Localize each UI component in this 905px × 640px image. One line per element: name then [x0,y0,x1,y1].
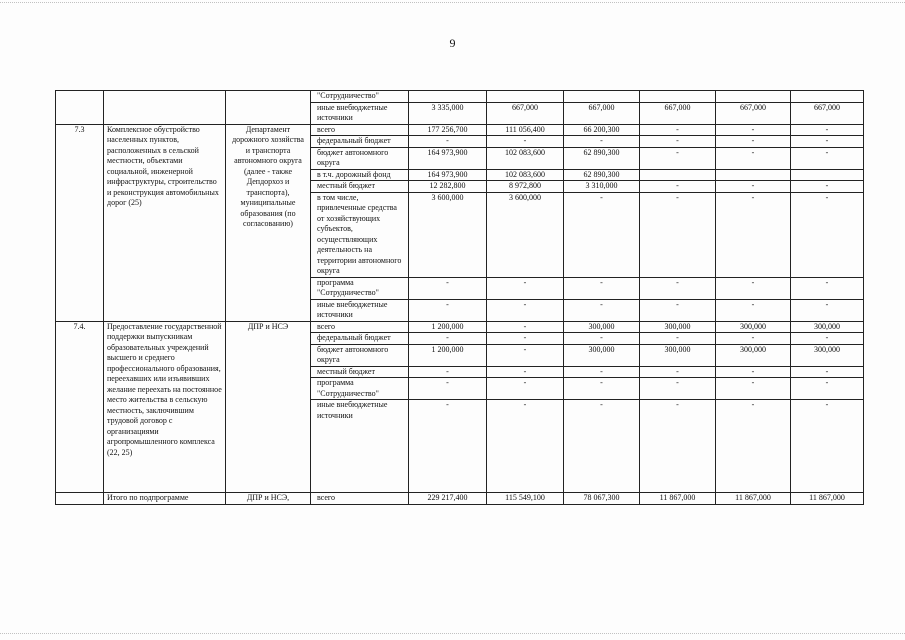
value-cell: - [791,277,864,299]
value-cell: 1 200,000 [409,344,487,366]
value-cell: 78 067,300 [564,493,640,505]
value-cell: - [791,192,864,277]
value-cell: - [409,378,487,400]
value-cell: - [487,344,564,366]
value-cell [640,169,716,181]
value-cell: - [409,277,487,299]
item-executor: Департамент дорожного хозяйства и транспорта автономного округа (далее - также Депдорхоз и транспорта), муниципальные образования (по согласованию) [226,124,311,321]
source-label: всего [311,124,409,136]
total-executor: ДПР и НСЭ, [226,493,311,505]
value-cell: - [640,277,716,299]
value-cell: - [409,400,487,493]
value-cell: - [716,136,791,148]
value-cell: 8 972,800 [487,181,564,193]
value-cell: - [716,400,791,493]
source-label: всего [311,321,409,333]
value-cell: 3 335,000 [409,102,487,124]
value-cell [716,169,791,181]
value-cell: - [791,136,864,148]
value-cell: - [791,299,864,321]
value-cell: - [640,192,716,277]
item-number: 7.3 [56,124,104,321]
value-cell: - [564,136,640,148]
value-cell: 62 890,300 [564,147,640,169]
value-cell: 12 282,800 [409,181,487,193]
value-cell: - [409,299,487,321]
value-cell: 300,000 [791,321,864,333]
value-cell: 667,000 [564,102,640,124]
value-cell: 667,000 [487,102,564,124]
source-label: в т.ч. дорожный фонд [311,169,409,181]
value-cell: 300,000 [716,321,791,333]
value-cell: - [640,400,716,493]
value-cell: 229 217,400 [409,493,487,505]
value-cell: 300,000 [564,344,640,366]
value-cell: - [487,333,564,345]
value-cell: 111 056,400 [487,124,564,136]
total-row [56,493,864,505]
value-cell: - [640,124,716,136]
scan-edge-top [0,2,905,7]
value-cell: - [716,124,791,136]
value-cell: 102 083,600 [487,169,564,181]
value-cell: 11 867,000 [791,493,864,505]
value-cell: 3 600,000 [487,192,564,277]
value-cell: 177 256,700 [409,124,487,136]
value-cell: 300,000 [564,321,640,333]
value-cell: - [640,136,716,148]
source-label: всего [311,493,409,505]
value-cell: - [791,378,864,400]
value-cell: 300,000 [640,344,716,366]
value-cell: - [487,366,564,378]
value-cell: 300,000 [640,321,716,333]
value-cell: - [487,136,564,148]
source-label: программа "Сотрудничество" [311,277,409,299]
source-label: местный бюджет [311,181,409,193]
value-cell: - [791,124,864,136]
value-cell: 667,000 [791,102,864,124]
value-cell: 667,000 [640,102,716,124]
value-cell: - [640,147,716,169]
value-cell: 300,000 [791,344,864,366]
value-cell: 300,000 [716,344,791,366]
value-cell: - [564,192,640,277]
value-cell: - [716,192,791,277]
source-label: иные внебюджетные источники [311,400,409,493]
item-executor: ДПР и НСЭ [226,321,311,493]
source-label: бюджет автономного округа [311,344,409,366]
value-cell: 66 200,300 [564,124,640,136]
value-cell [791,169,864,181]
value-cell: 11 867,000 [716,493,791,505]
value-cell: 164 973,900 [409,147,487,169]
value-cell: - [716,378,791,400]
value-cell: - [409,333,487,345]
value-cell: - [564,333,640,345]
value-cell: - [487,321,564,333]
value-cell: - [716,181,791,193]
value-cell: - [487,277,564,299]
source-label: в том числе, привлеченные средства от хозяйствующих субъектов, осуществляющих деятельность на территории автономного округа [311,192,409,277]
value-cell: - [409,366,487,378]
item-number: 7.4. [56,321,104,493]
value-cell: 3 310,000 [564,181,640,193]
source-label: иные внебюджетные источники [311,102,409,124]
value-cell: - [791,181,864,193]
total-name: Итого по подпрограмме [104,493,226,505]
value-cell: - [564,277,640,299]
value-cell: - [716,333,791,345]
value-cell: - [487,299,564,321]
table-row [56,91,864,103]
value-cell: - [791,333,864,345]
value-cell: 11 867,000 [640,493,716,505]
value-cell: - [640,299,716,321]
value-cell: - [564,400,640,493]
value-cell: 164 973,900 [409,169,487,181]
page-number: 9 [449,36,456,50]
value-cell: - [716,366,791,378]
source-label: федеральный бюджет [311,333,409,345]
source-label: программа "Сотрудничество" [311,378,409,400]
value-cell: 62 890,300 [564,169,640,181]
value-cell: - [564,366,640,378]
value-cell: - [640,378,716,400]
value-cell: - [640,333,716,345]
item-name: Предоставление государственной поддержки выпускникам образовательных учреждений высшего и среднего профессионального образования, переехавших или изъявивших желание переехать на постоянное место жительства в сельскую местность, заключившим трудовой договор с организациями агропромышленного комплекса (22, 25) [104,321,226,493]
value-cell: - [487,400,564,493]
source-label: местный бюджет [311,366,409,378]
value-cell: - [640,181,716,193]
value-cell: - [409,136,487,148]
source-label: "Сотрудничество" [311,91,409,103]
source-label: иные внебюджетные источники [311,299,409,321]
value-cell: - [640,366,716,378]
value-cell: - [564,378,640,400]
source-label: федеральный бюджет [311,136,409,148]
value-cell: - [791,147,864,169]
value-cell: 102 083,600 [487,147,564,169]
value-cell: 667,000 [716,102,791,124]
table-row [56,124,864,136]
scan-edge-bottom [0,633,905,638]
value-cell: - [716,277,791,299]
value-cell: - [791,400,864,493]
value-cell: 1 200,000 [409,321,487,333]
value-cell: 3 600,000 [409,192,487,277]
value-cell: 115 549,100 [487,493,564,505]
value-cell: - [791,366,864,378]
value-cell: - [564,299,640,321]
value-cell: - [716,299,791,321]
table-row [56,321,864,333]
item-name: Комплексное обустройство населенных пунктов, расположенных в сельской местности, объектами социальной, инженерной инфраструктуры, строительство и реконструкция автомобильных дорог (25) [104,124,226,321]
funding-table [55,90,864,505]
source-label: бюджет автономного округа [311,147,409,169]
value-cell: - [487,378,564,400]
value-cell: - [716,147,791,169]
